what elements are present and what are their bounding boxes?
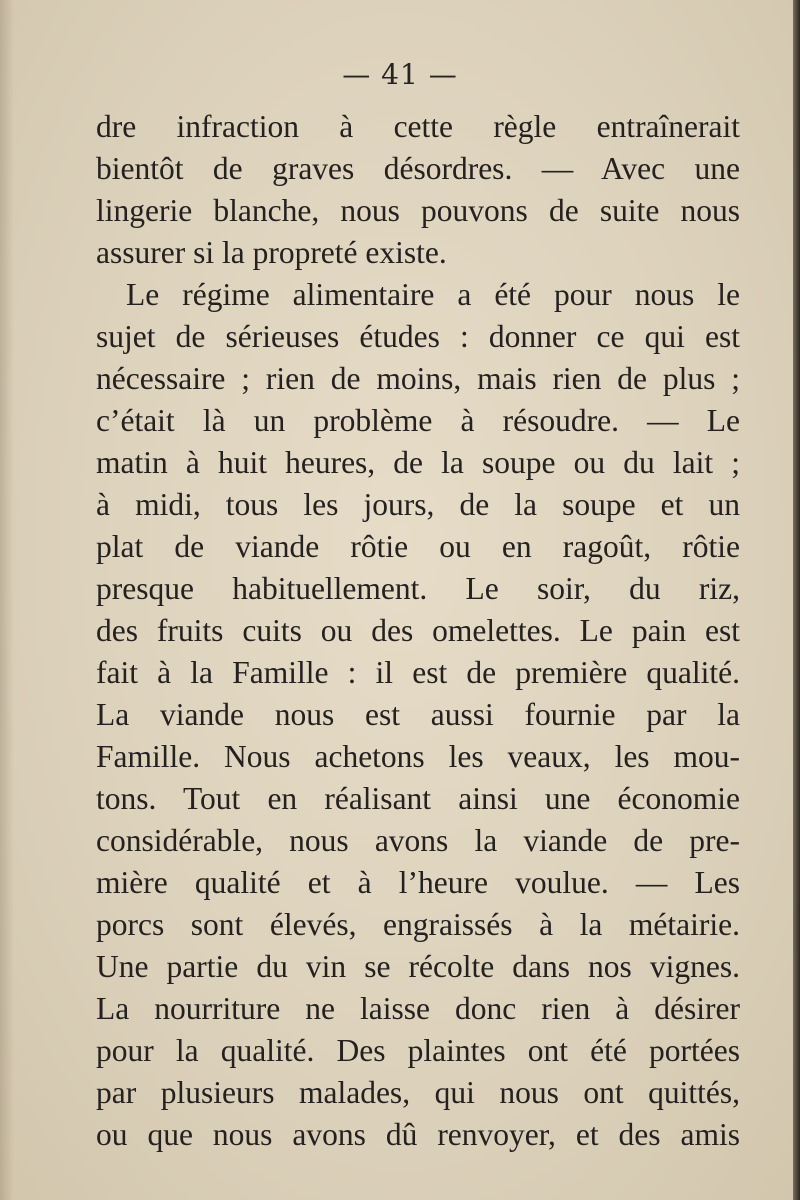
text-line: par plusieurs malades, qui nous ont quittés, [96, 1075, 740, 1110]
text-line: assurer si la propreté existe. [96, 235, 447, 270]
text-line: Famille. Nous achetons les veaux, les mou- [96, 739, 740, 774]
text-line: ou que nous avons dû renvoyer, et des amis [96, 1117, 740, 1152]
text-line: La viande nous est aussi fournie par la [96, 697, 740, 732]
text-line: tons. Tout en réalisant ainsi une économie [96, 781, 740, 816]
text-line: presque habituellement. Le soir, du riz, [96, 571, 740, 606]
text-line: considérable, nous avons la viande de pre- [96, 823, 740, 858]
text-line: des fruits cuits ou des omelettes. Le pain est [96, 613, 740, 648]
text-line: plat de viande rôtie ou en ragoût, rôtie [96, 529, 740, 564]
text-line: sujet de sérieuses études : donner ce qui est [96, 319, 740, 354]
page-gutter-shadow [0, 0, 14, 1200]
text-line: dre infraction à cette règle entraînerait [96, 109, 740, 144]
text-line: fait à la Famille : il est de première qualité. [96, 655, 740, 690]
text-line: bientôt de graves désordres. — Avec une [96, 151, 740, 186]
text-line: lingerie blanche, nous pouvons de suite nous [96, 193, 740, 228]
text-line: Une partie du vin se récolte dans nos vignes. [96, 949, 740, 984]
text-line: La nourriture ne laisse donc rien à désirer [96, 991, 740, 1026]
page-number: — 41 — [342, 58, 458, 91]
page-edge [793, 0, 800, 1200]
text-line: c’était là un problème à résoudre. — Le [96, 403, 740, 438]
text-line: matin à huit heures, de la soupe ou du lait ; [96, 445, 740, 480]
page-body-text [96, 106, 740, 1156]
text-line: porcs sont élevés, engraissés à la métairie. [96, 907, 740, 942]
text-line: pour la qualité. Des plaintes ont été portées [96, 1033, 740, 1068]
text-line: à midi, tous les jours, de la soupe et un [96, 487, 740, 522]
text-line: nécessaire ; rien de moins, mais rien de plus ; [96, 361, 740, 396]
text-line: mière qualité et à l’heure voulue. — Les [96, 865, 740, 900]
text-line: Le régime alimentaire a été pour nous le [126, 277, 740, 312]
